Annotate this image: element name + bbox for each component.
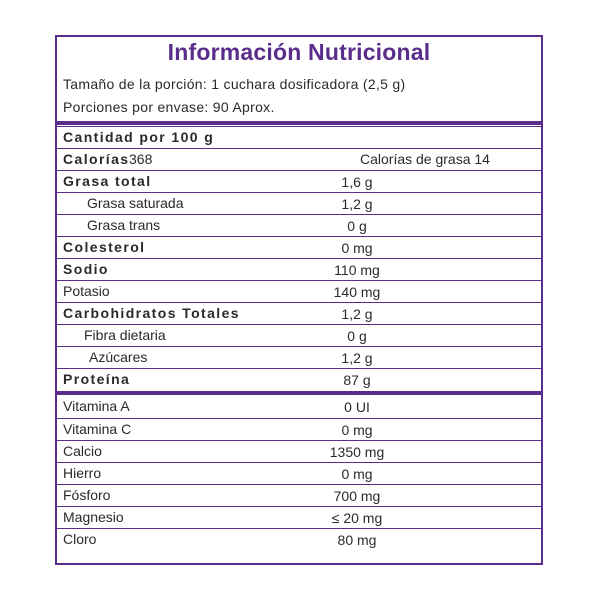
nutrient-row: [57, 346, 541, 368]
nutrient-name: Colesterol: [63, 239, 146, 255]
vitamin-name: Vitamina C: [63, 421, 132, 437]
nutrient-value: 1,2 g: [341, 350, 373, 366]
nutrition-facts-panel: [55, 35, 543, 565]
vitamin-row: [57, 440, 541, 462]
nutrient-value: 1,2 g: [341, 306, 373, 322]
nutrient-name: Grasa saturada: [87, 195, 184, 211]
nutrient-value: 1,2 g: [341, 196, 373, 212]
amount-per-row: [57, 126, 541, 148]
amount-per-label: Cantidad por 100 g: [63, 129, 215, 145]
nutrient-name: Grasa trans: [87, 217, 161, 233]
nutrient-value: 0 mg: [341, 240, 373, 256]
nutrient-row: [57, 280, 541, 302]
vitamin-value: 0 mg: [341, 466, 373, 482]
nutrient-name: Carbohidratos Totales: [63, 305, 240, 321]
vitamin-value: 80 mg: [337, 532, 377, 548]
vitamin-name: Magnesio: [63, 509, 124, 525]
calories-value: 368: [129, 151, 153, 167]
nutrient-name: Potasio: [63, 283, 110, 299]
nutrient-row: [57, 324, 541, 346]
servings-per-container: Porciones por envase: 90 Aprox.: [63, 99, 275, 115]
nutrient-row: [57, 214, 541, 236]
nutrient-value: 110 mg: [334, 262, 380, 278]
vitamin-value: ≤ 20 mg: [331, 510, 383, 526]
vitamin-row: [57, 418, 541, 440]
vitamin-row: [57, 506, 541, 528]
calories-row: [57, 148, 541, 170]
nutrient-row: [57, 192, 541, 214]
nutrient-name: Azúcares: [89, 349, 148, 365]
nutrient-row: [57, 302, 541, 324]
nutrient-row: [57, 368, 541, 390]
serving-size: Tamaño de la porción: 1 cuchara dosificadora (2,5 g): [63, 76, 406, 92]
nutrient-value: 1,6 g: [341, 174, 373, 190]
vitamin-row: [57, 396, 541, 418]
nutrient-name: Fibra dietaria: [84, 327, 166, 343]
vitamin-name: Hierro: [63, 465, 102, 481]
nutrient-name: Sodio: [63, 261, 109, 277]
nutrient-value: 0 g: [347, 328, 367, 344]
vitamin-value: 0 UI: [344, 399, 370, 415]
vitamin-name: Vitamina A: [63, 398, 130, 414]
nutrient-value: 140 mg: [333, 284, 381, 300]
vitamin-row: [57, 484, 541, 506]
vitamin-value: 1350 mg: [329, 444, 385, 460]
thick-divider: [57, 391, 541, 395]
vitamin-value: 0 mg: [341, 422, 373, 438]
vitamin-name: Calcio: [63, 443, 102, 459]
nutrient-row: [57, 170, 541, 192]
vitamin-name: Cloro: [63, 531, 97, 547]
vitamin-value: 700 mg: [333, 488, 381, 504]
nutrient-row: [57, 258, 541, 280]
calories-label: Calorías: [63, 151, 130, 167]
nutrient-value: 87 g: [343, 372, 371, 388]
nutrient-name: Grasa total: [63, 173, 152, 189]
nutrient-name: Proteína: [63, 371, 131, 387]
vitamin-row: [57, 462, 541, 484]
label-title: Información Nutricional: [167, 39, 431, 65]
vitamin-row: [57, 528, 541, 550]
thick-divider: [57, 121, 541, 125]
nutrient-value: 0 g: [347, 218, 367, 234]
vitamin-name: Fósforo: [63, 487, 111, 503]
calories-from-fat: Calorías de grasa 14: [360, 151, 490, 167]
nutrient-row: [57, 236, 541, 258]
